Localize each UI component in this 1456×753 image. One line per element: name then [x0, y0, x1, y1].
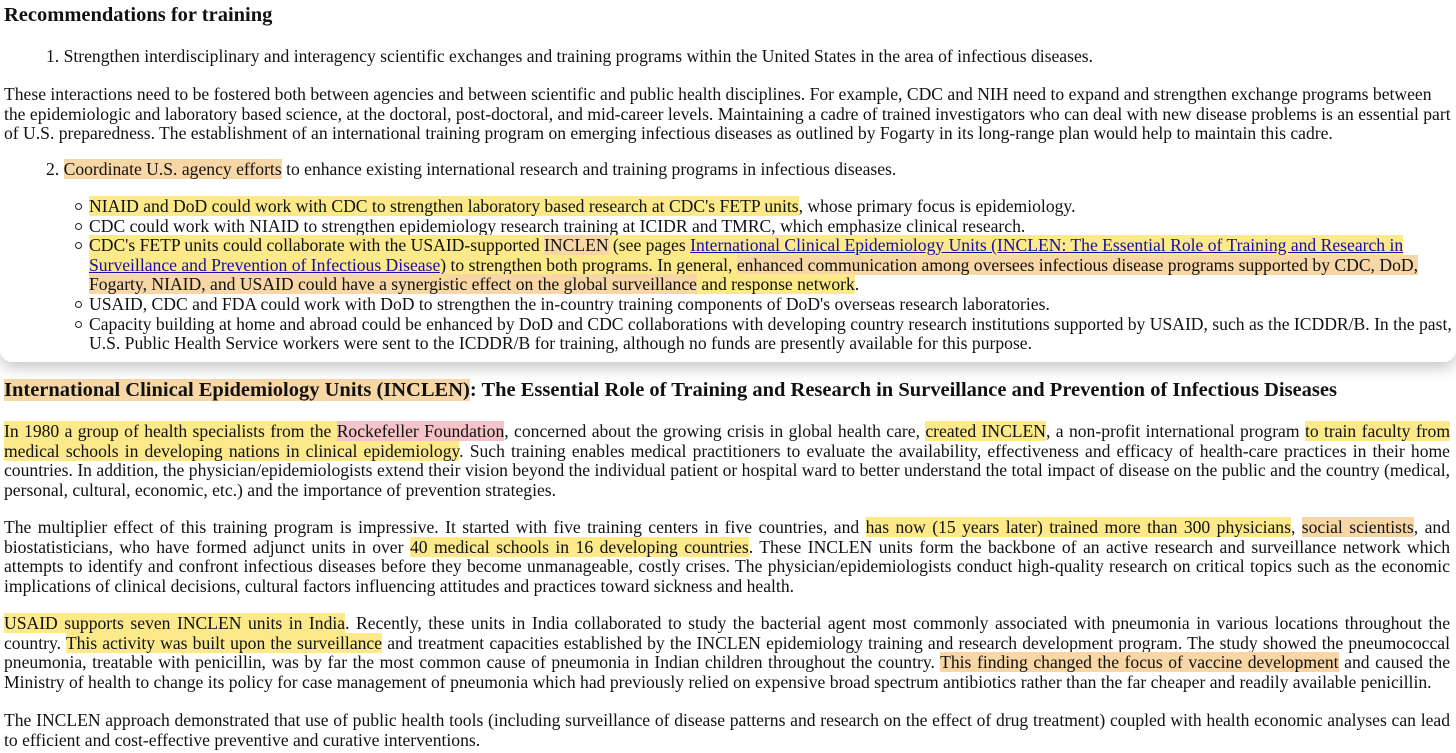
paragraph-text: . These INCLEN units form the backbone of an active research and surveillance network which attempts to identify and confront infectious diseases before they become unmanageable, costly crises. The physician/epidemiologists conduct high-quality research on critical topics such as the economic implications of clinical decisions, cultural factors influencing attitudes and practices toward sickness and health. — [4, 536, 1450, 596]
highlight-text: CDC's FETP units could collaborate with the USAID-supported — [89, 235, 545, 256]
list-item — [74, 295, 1452, 315]
highlight-title: International Clinical Epidemiology Units (INCLEN) — [4, 379, 470, 401]
list-item-text: Capacity building at home and abroad could be enhanced by DoD and CDC collaborations with developing country research institutions supported by USAID, such as the ICDDR/B. In the past, U.S. Public Health Service workers were sent to the ICDDR/B for training, although no funds are presently available for this purpose. — [89, 313, 1452, 354]
paragraph-text: and treatment capacities established by the INCLEN epidemiology training and research development program. The study showed the pneumococcal pneumonia, treatable with penicillin, was by far the most common cause of pneumonia in Indian children throughout the country. — [4, 632, 1450, 673]
list-item-text: . — [854, 274, 860, 295]
list-item-text: , whose primary focus is epidemiology. — [798, 196, 1076, 216]
inclen-link[interactable]: International Clinical Epidemiology Units (INCLEN: The Essential Role of Training and Research in Surveillance and Prevention of Infectious Disease — [89, 235, 1404, 275]
highlight-text: to train faculty from medical schools in developing nations in clinical epidemiology — [4, 421, 1451, 461]
paragraph-text: , a non-profit international program — [1046, 421, 1305, 441]
list-item — [74, 197, 1452, 217]
training-paragraph: These interactions need to be fostered both between agencies and between scientific and public health disciplines. For example, CDC and NIH need to expand and strengthen exchange programs between the epidemiologic and laboratory based science, at the doctoral, post-doctoral, and mid-career levels. Maintaining a cadre of trained investigators who can deal with new disease problems is an essential part of U.S. preparedness. The establishment of an international training program on emerging infectious diseases as outlined by Fogarty in its long-range plan would help to maintain this cadre. — [4, 84, 1451, 144]
recommendation-sublist — [74, 197, 1452, 354]
title-text: : The Essential Role of Training and Research in Surveillance and Prevention of Infectious Diseases — [469, 379, 1337, 401]
highlight-text: has now (15 years later) trained more than 300 physicians — [865, 517, 1291, 537]
paragraph-text: , — [1290, 517, 1302, 537]
paragraph-text: , and biostatisticians, who have formed adjunct units in over — [4, 517, 1451, 557]
paragraph-text: , concerned about the growing crisis in global health care, — [504, 421, 926, 441]
highlight-social-scientists: social scientists — [1301, 517, 1414, 537]
inclen-paragraph-4: The INCLEN approach demonstrated that use of public health tools (including surveillance of disease patterns and research on the effect of drug treatment) coupled with health economic analyses can lead to efficient and cost-effective preventive and curative interventions. — [4, 710, 1450, 750]
highlight-text: In 1980 a group of health specialists from the — [4, 421, 337, 441]
inclen-paragraph-2 — [4, 518, 1450, 596]
highlight-text: NIAID and DoD could work with CDC to strengthen laboratory based research at CDC's FETP units — [89, 196, 799, 216]
training-recommendations-card — [0, 0, 1456, 362]
paragraph-text: The multiplier effect of this training program is impressive. It started with five training centers in five countries, and — [4, 517, 866, 537]
list-item-text: to enhance existing international research and training programs in infectious diseases. — [281, 159, 897, 179]
list-item-text: CDC could work with NIAID to strengthen epidemiology research training at ICIDR and TMRC, which emphasize clinical research. — [89, 215, 1026, 236]
list-number: 2. — [46, 159, 64, 179]
paragraph-text: and caused the Ministry of health to change its policy for case management of pneumonia which had previously relied on expensive broad spectrum antibiotics rather than the far cheaper and readily available penicillin. — [4, 652, 1451, 692]
list-item-text: USAID, CDC and FDA could work with DoD to strengthen the in-country training components of DoD's overseas research laboratories. — [89, 293, 1050, 314]
list-item — [74, 236, 1452, 295]
highlight-text: This activity was built upon the surveillance — [65, 632, 383, 653]
list-item — [74, 217, 1452, 237]
highlight-text: USAID supports seven INCLEN units in India — [4, 613, 346, 633]
highlight-communication: enhanced communication among oversees infectious disease programs supported by CDC, DoD, Fogarty, NIAID, and USAID could have a synergistic effect on the global surveillance — [89, 254, 1418, 295]
list-item — [74, 315, 1452, 354]
highlight-vaccine: This finding changed the focus of vaccine development — [940, 652, 1339, 673]
inclen-title — [4, 377, 1337, 403]
paragraph-text: . Recently, these units in India collaborated to study the bacterial agent most commonly associated with pneumonia in various locations throughout the country. — [4, 613, 1450, 653]
inclen-paragraph-3 — [4, 614, 1450, 692]
highlight-text: created INCLEN — [925, 421, 1047, 441]
paragraph-text: . Such training enables medical practitioners to evaluate the availability, effectiveness and efficacy of health-care practices in their home countries. In addition, the physician/epidemiologists extend their vision beyond the individual patient or hospital ward to better understand the total impact of disease on the public and the country (medical, personal, cultural, economic, etc.) and the importance of prevention strategies. — [4, 440, 1450, 500]
highlight-text: ) to strengthen both programs. In general, — [440, 254, 737, 275]
highlight-text: 40 medical schools in 16 developing countries — [409, 536, 749, 557]
list-item-2 — [46, 160, 896, 180]
highlight-coordinate: Coordinate U.S. agency efforts — [63, 159, 282, 179]
section-heading: Recommendations for training — [4, 4, 273, 26]
inclen-paragraph-1 — [4, 422, 1450, 500]
highlight-inclen: INCLEN — [544, 235, 609, 256]
highlight-text: (see pages — [608, 235, 691, 256]
list-item-1: 1. Strengthen interdisciplinary and interagency scientific exchanges and training programs within the United States in the area of infectious diseases. — [46, 46, 1093, 66]
highlight-rockefeller: Rockefeller Foundation — [336, 421, 505, 441]
highlight-text: and response network — [696, 274, 855, 295]
